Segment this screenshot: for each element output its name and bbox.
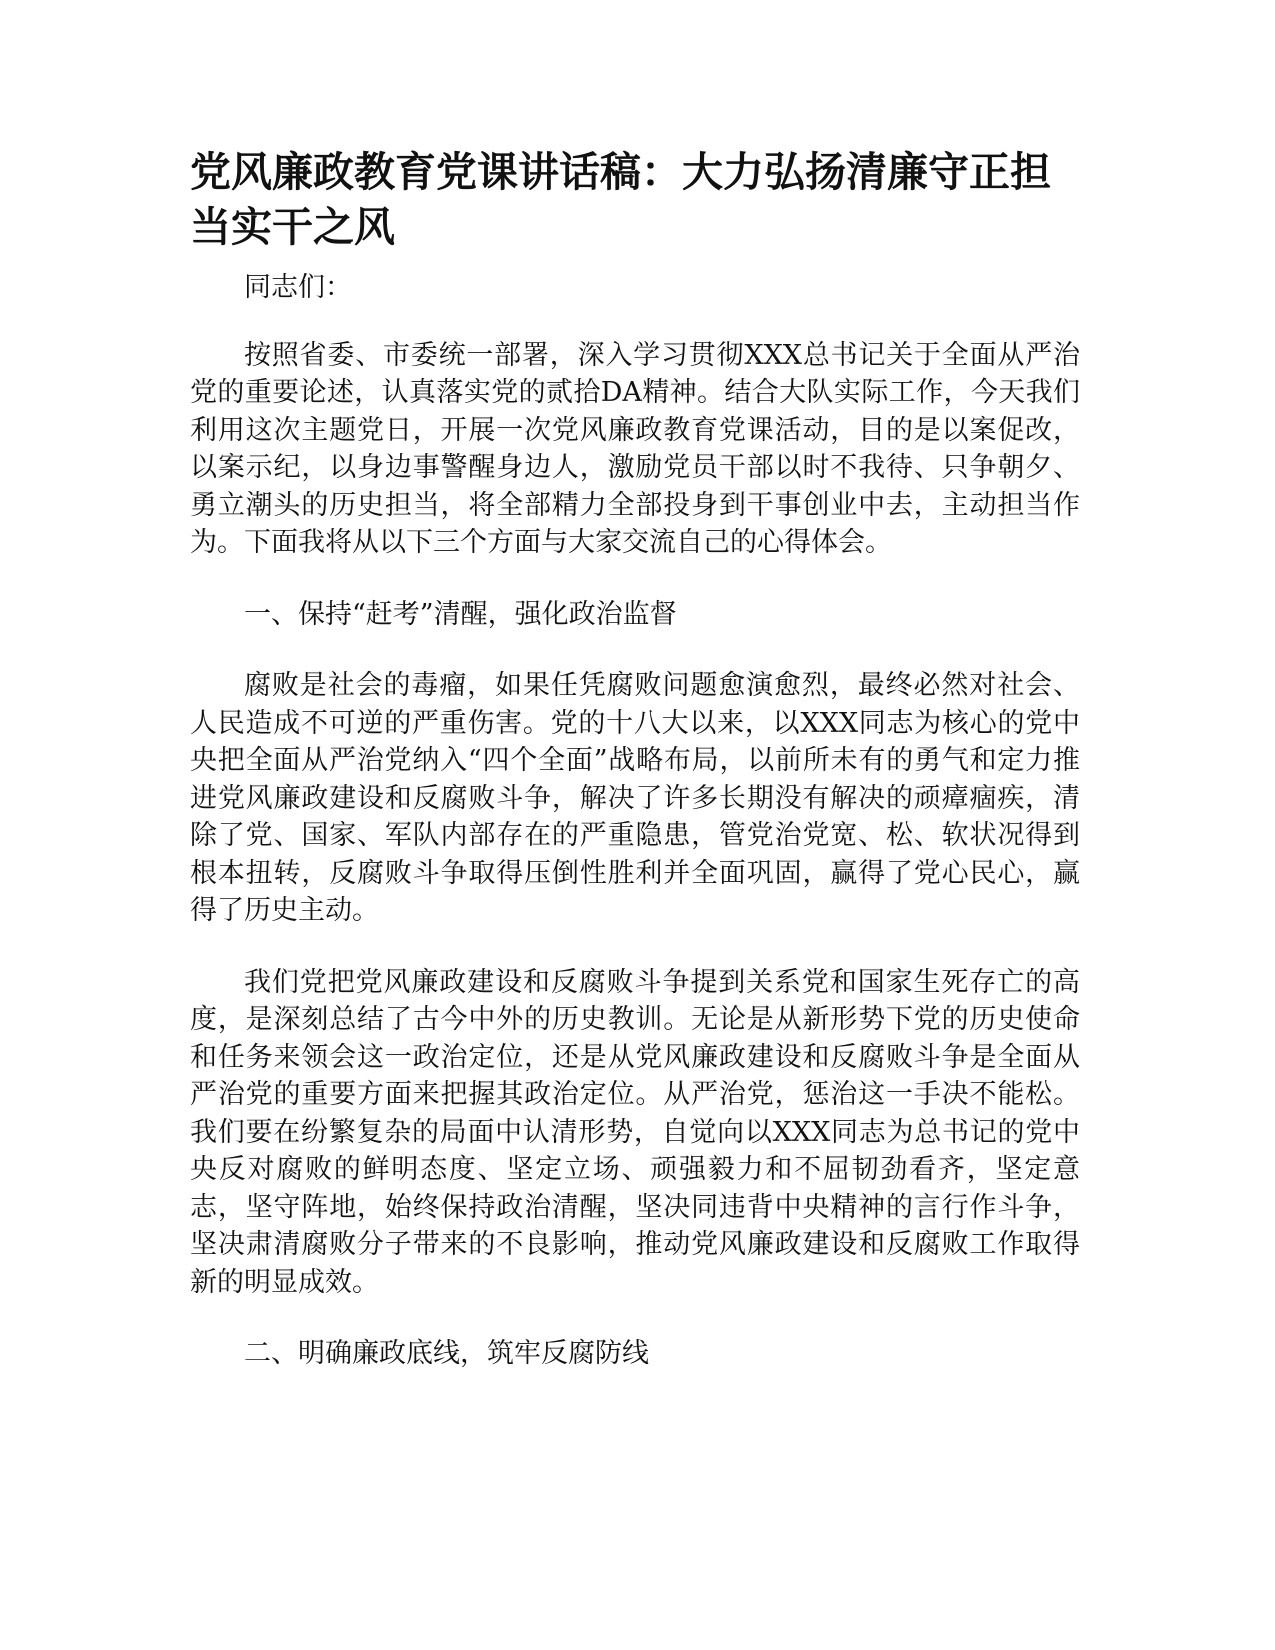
- section-1-paragraph-2: 我们党把党风廉政建设和反腐败斗争提到关系党和国家生死存亡的高度，是深刻总结了古今中外的历史教训。无论是从新形势下党的历史使命和任务来领会这一政治定位，还是从党风廉政建设和反腐败斗争是全面从严治党的重要方面来把握其政治定位。从严治党，惩治这一手决不能松。我们要在纷繁复杂的局面中认清形势，自觉向以XXX同志为总书记的党中央反对腐败的鲜明态度、坚定立场、顽强毅力和不屈韧劲看齐，坚定意志，坚守阵地，始终保持政治清醒，坚决同违背中央精神的言行作斗争，坚决肃清腐败分子带来的不良影响，推动党风廉政建设和反腐败工作取得新的明显成效。: [190, 966, 1080, 1298]
- greeting: 同志们：: [244, 272, 352, 303]
- section-2-heading: 二、明确廉政底线，筑牢反腐防线: [244, 1338, 649, 1369]
- section-1-heading: 一、保持“赶考”清醒，强化政治监督: [244, 598, 677, 630]
- document-page: [190, 145, 1080, 1407]
- section-1-paragraph-1: 腐败是社会的毒瘤，如果任凭腐败问题愈演愈烈，最终必然对社会、人民造成不可逆的严重伤害。党的十八大以来，以XXX同志为核心的党中央把全面从严治党纳入“四个全面”战略布局，以前所未有的勇气和定力推进党风廉政建设和反腐败斗争，解决了许多长期没有解决的顽瘴痼疾，清除了党、国家、军队内部存在的严重隐患，管党治党宽、松、软状况得到根本扭转，反腐败斗争取得压倒性胜利并全面巩固，赢得了党心民心，赢得了历史主动。: [190, 670, 1080, 926]
- document-title: 党风廉政教育党课讲话稿：大力弘扬清廉守正担当实干之风: [190, 148, 1051, 251]
- intro-paragraph: 按照省委、市委统一部署，深入学习贯彻XXX总书记关于全面从严治党的重要论述，认真落实党的贰拾DA精神。结合大队实际工作，今天我们利用这次主题党日，开展一次党风廉政教育党课活动，目的是以案促改，以案示纪，以身边事警醒身边人，激励党员干部以时不我待、只争朝夕、勇立潮头的历史担当，将全部精力全部投身到干事创业中去，主动担当作为。下面我将从以下三个方面与大家交流自己的心得体会。: [190, 339, 1080, 558]
